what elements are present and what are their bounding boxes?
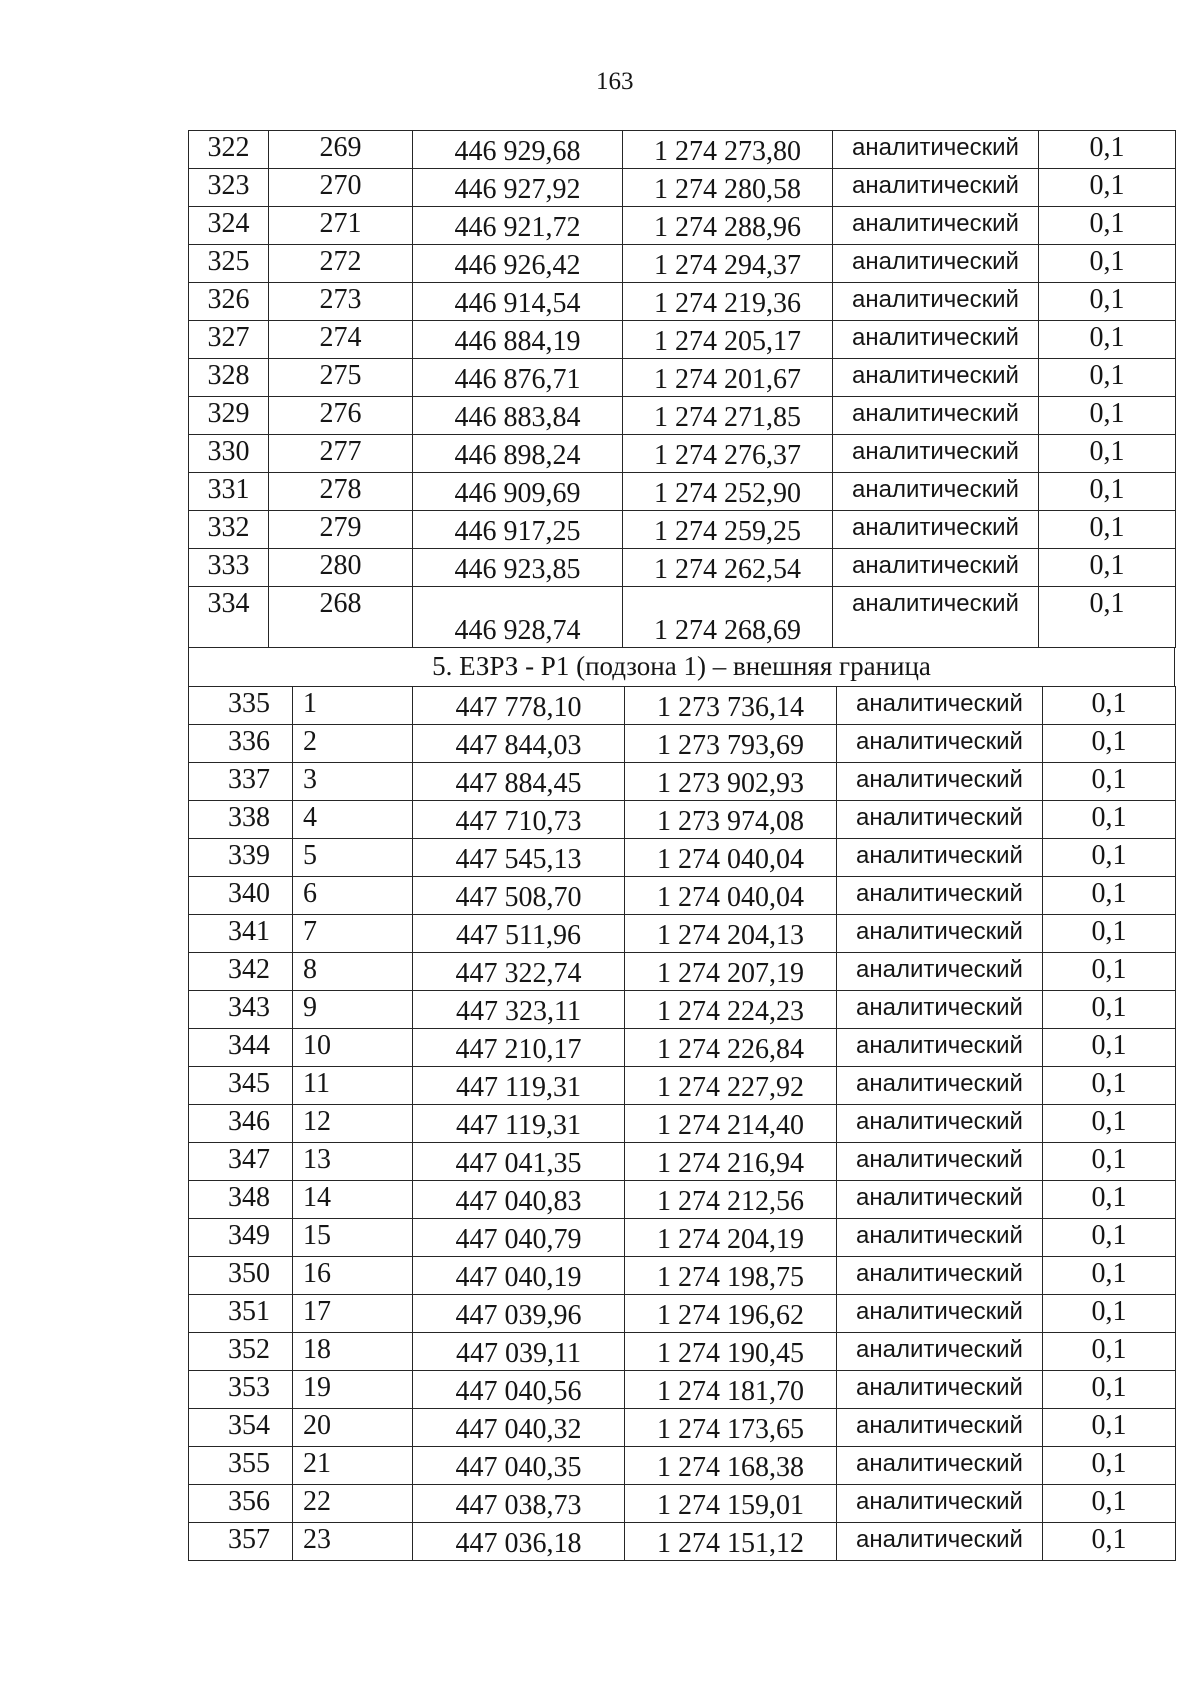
- y-coordinate-cell: 1 274 276,37: [623, 435, 833, 473]
- row-number-cell: 354: [189, 1409, 293, 1447]
- table-row: [189, 1219, 1176, 1257]
- accuracy-cell: 0,1: [1043, 1067, 1176, 1105]
- y-coordinate-cell: 1 274 262,54: [623, 549, 833, 587]
- row-number-cell: 351: [189, 1295, 293, 1333]
- y-coordinate-cell: 1 274 159,01: [625, 1485, 837, 1523]
- table-row: [189, 801, 1176, 839]
- method-cell: аналитический: [837, 1181, 1043, 1219]
- x-coordinate-cell: 447 545,13: [413, 839, 625, 877]
- accuracy-cell: 0,1: [1043, 991, 1176, 1029]
- accuracy-cell: 0,1: [1043, 1523, 1176, 1561]
- point-number-cell: 272: [269, 245, 413, 283]
- y-coordinate-cell: 1 274 205,17: [623, 321, 833, 359]
- y-coordinate-cell: 1 274 280,58: [623, 169, 833, 207]
- coordinates-sheet: [188, 130, 1175, 1561]
- table-row: [189, 1257, 1176, 1295]
- table-row: [189, 1523, 1176, 1561]
- point-number-cell: 8: [293, 953, 413, 991]
- y-coordinate-cell: 1 274 181,70: [625, 1371, 837, 1409]
- x-coordinate-cell: 447 844,03: [413, 725, 625, 763]
- point-number-cell: 7: [293, 915, 413, 953]
- accuracy-cell: 0,1: [1043, 953, 1176, 991]
- y-coordinate-cell: 1 274 288,96: [623, 207, 833, 245]
- point-number-cell: 22: [293, 1485, 413, 1523]
- point-number-cell: 268: [269, 587, 413, 648]
- point-number-cell: 2: [293, 725, 413, 763]
- row-number-cell: 326: [189, 283, 269, 321]
- y-coordinate-cell: 1 274 219,36: [623, 283, 833, 321]
- y-coordinate-cell: 1 274 198,75: [625, 1257, 837, 1295]
- point-number-cell: 23: [293, 1523, 413, 1561]
- accuracy-cell: 0,1: [1043, 1143, 1176, 1181]
- y-coordinate-cell: 1 274 252,90: [623, 473, 833, 511]
- x-coordinate-cell: 447 119,31: [413, 1067, 625, 1105]
- table-body-bottom: [189, 687, 1176, 1561]
- row-number-cell: 332: [189, 511, 269, 549]
- x-coordinate-cell: 447 710,73: [413, 801, 625, 839]
- accuracy-cell: 0,1: [1043, 1409, 1176, 1447]
- x-coordinate-cell: 447 040,56: [413, 1371, 625, 1409]
- point-number-cell: 280: [269, 549, 413, 587]
- method-cell: аналитический: [833, 511, 1039, 549]
- table-row: [189, 1333, 1176, 1371]
- table-row: [189, 725, 1176, 763]
- table-row: [189, 991, 1176, 1029]
- row-number-cell: 343: [189, 991, 293, 1029]
- method-cell: аналитический: [837, 877, 1043, 915]
- x-coordinate-cell: 446 917,25: [413, 511, 623, 549]
- point-number-cell: 13: [293, 1143, 413, 1181]
- method-cell: аналитический: [837, 915, 1043, 953]
- table-row: [189, 549, 1176, 587]
- x-coordinate-cell: 447 039,11: [413, 1333, 625, 1371]
- y-coordinate-cell: 1 274 040,04: [625, 877, 837, 915]
- accuracy-cell: 0,1: [1039, 321, 1176, 359]
- method-cell: аналитический: [837, 1371, 1043, 1409]
- method-cell: аналитический: [833, 549, 1039, 587]
- method-cell: аналитический: [837, 1143, 1043, 1181]
- table-row: [189, 763, 1176, 801]
- method-cell: аналитический: [833, 321, 1039, 359]
- table-row: [189, 207, 1176, 245]
- x-coordinate-cell: 447 322,74: [413, 953, 625, 991]
- accuracy-cell: 0,1: [1039, 283, 1176, 321]
- row-number-cell: 325: [189, 245, 269, 283]
- x-coordinate-cell: 447 778,10: [413, 687, 625, 725]
- x-coordinate-cell: 447 036,18: [413, 1523, 625, 1561]
- x-coordinate-cell: 447 039,96: [413, 1295, 625, 1333]
- table-row: [189, 397, 1176, 435]
- row-number-cell: 333: [189, 549, 269, 587]
- y-coordinate-cell: 1 274 201,67: [623, 359, 833, 397]
- point-number-cell: 274: [269, 321, 413, 359]
- row-number-cell: 335: [189, 687, 293, 725]
- row-number-cell: 322: [189, 131, 269, 169]
- method-cell: аналитический: [837, 1295, 1043, 1333]
- point-number-cell: 6: [293, 877, 413, 915]
- accuracy-cell: 0,1: [1043, 1219, 1176, 1257]
- table-row: [189, 587, 1176, 648]
- section-title: 5. ЕЗРЗ - Р1 (подзона 1) – внешняя граница: [188, 648, 1175, 686]
- table-row: [189, 435, 1176, 473]
- table-row: [189, 283, 1176, 321]
- accuracy-cell: 0,1: [1043, 687, 1176, 725]
- method-cell: аналитический: [837, 1409, 1043, 1447]
- accuracy-cell: 0,1: [1043, 1371, 1176, 1409]
- row-number-cell: 344: [189, 1029, 293, 1067]
- point-number-cell: 15: [293, 1219, 413, 1257]
- y-coordinate-cell: 1 274 204,13: [625, 915, 837, 953]
- y-coordinate-cell: 1 274 273,80: [623, 131, 833, 169]
- point-number-cell: 4: [293, 801, 413, 839]
- x-coordinate-cell: 446 909,69: [413, 473, 623, 511]
- point-number-cell: 3: [293, 763, 413, 801]
- point-number-cell: 16: [293, 1257, 413, 1295]
- table-row: [189, 1447, 1176, 1485]
- accuracy-cell: 0,1: [1043, 1485, 1176, 1523]
- row-number-cell: 348: [189, 1181, 293, 1219]
- accuracy-cell: 0,1: [1043, 839, 1176, 877]
- method-cell: аналитический: [833, 169, 1039, 207]
- y-coordinate-cell: 1 274 226,84: [625, 1029, 837, 1067]
- row-number-cell: 357: [189, 1523, 293, 1561]
- method-cell: аналитический: [833, 587, 1039, 648]
- row-number-cell: 339: [189, 839, 293, 877]
- point-number-cell: 277: [269, 435, 413, 473]
- y-coordinate-cell: 1 274 196,62: [625, 1295, 837, 1333]
- method-cell: аналитический: [837, 1067, 1043, 1105]
- method-cell: аналитический: [837, 953, 1043, 991]
- method-cell: аналитический: [837, 1523, 1043, 1561]
- point-number-cell: 20: [293, 1409, 413, 1447]
- x-coordinate-cell: 446 929,68: [413, 131, 623, 169]
- accuracy-cell: 0,1: [1043, 1257, 1176, 1295]
- table-row: [189, 321, 1176, 359]
- table-row: [189, 1371, 1176, 1409]
- table-row: [189, 511, 1176, 549]
- accuracy-cell: 0,1: [1039, 549, 1176, 587]
- y-coordinate-cell: 1 274 271,85: [623, 397, 833, 435]
- point-number-cell: 9: [293, 991, 413, 1029]
- table-row: [189, 687, 1176, 725]
- y-coordinate-cell: 1 274 214,40: [625, 1105, 837, 1143]
- x-coordinate-cell: 447 508,70: [413, 877, 625, 915]
- table-row: [189, 131, 1176, 169]
- row-number-cell: 324: [189, 207, 269, 245]
- x-coordinate-cell: 446 883,84: [413, 397, 623, 435]
- table-body-top: [189, 131, 1176, 648]
- x-coordinate-cell: 447 040,32: [413, 1409, 625, 1447]
- accuracy-cell: 0,1: [1043, 1447, 1176, 1485]
- y-coordinate-cell: 1 274 259,25: [623, 511, 833, 549]
- point-number-cell: 1: [293, 687, 413, 725]
- accuracy-cell: 0,1: [1039, 587, 1176, 648]
- row-number-cell: 330: [189, 435, 269, 473]
- y-coordinate-cell: 1 274 227,92: [625, 1067, 837, 1105]
- x-coordinate-cell: 446 927,92: [413, 169, 623, 207]
- x-coordinate-cell: 447 040,79: [413, 1219, 625, 1257]
- y-coordinate-cell: 1 273 902,93: [625, 763, 837, 801]
- y-coordinate-cell: 1 274 040,04: [625, 839, 837, 877]
- table-row: [189, 1029, 1176, 1067]
- accuracy-cell: 0,1: [1039, 169, 1176, 207]
- table-row: [189, 1143, 1176, 1181]
- method-cell: аналитический: [837, 1333, 1043, 1371]
- accuracy-cell: 0,1: [1039, 359, 1176, 397]
- x-coordinate-cell: 447 040,19: [413, 1257, 625, 1295]
- method-cell: аналитический: [833, 245, 1039, 283]
- accuracy-cell: 0,1: [1039, 435, 1176, 473]
- point-number-cell: 275: [269, 359, 413, 397]
- method-cell: аналитический: [837, 991, 1043, 1029]
- x-coordinate-cell: 446 914,54: [413, 283, 623, 321]
- table-row: [189, 245, 1176, 283]
- table-row: [189, 1067, 1176, 1105]
- table-row: [189, 1105, 1176, 1143]
- accuracy-cell: 0,1: [1043, 877, 1176, 915]
- x-coordinate-cell: 446 898,24: [413, 435, 623, 473]
- accuracy-cell: 0,1: [1043, 801, 1176, 839]
- row-number-cell: 345: [189, 1067, 293, 1105]
- row-number-cell: 340: [189, 877, 293, 915]
- x-coordinate-cell: 446 876,71: [413, 359, 623, 397]
- y-coordinate-cell: 1 273 974,08: [625, 801, 837, 839]
- table-row: [189, 877, 1176, 915]
- point-number-cell: 19: [293, 1371, 413, 1409]
- x-coordinate-cell: 447 119,31: [413, 1105, 625, 1143]
- table-row: [189, 473, 1176, 511]
- y-coordinate-cell: 1 274 190,45: [625, 1333, 837, 1371]
- row-number-cell: 349: [189, 1219, 293, 1257]
- accuracy-cell: 0,1: [1043, 725, 1176, 763]
- x-coordinate-cell: 447 040,83: [413, 1181, 625, 1219]
- accuracy-cell: 0,1: [1039, 207, 1176, 245]
- x-coordinate-cell: 446 923,85: [413, 549, 623, 587]
- point-number-cell: 279: [269, 511, 413, 549]
- row-number-cell: 341: [189, 915, 293, 953]
- accuracy-cell: 0,1: [1043, 1333, 1176, 1371]
- table-row: [189, 1485, 1176, 1523]
- row-number-cell: 355: [189, 1447, 293, 1485]
- row-number-cell: 337: [189, 763, 293, 801]
- y-coordinate-cell: 1 274 216,94: [625, 1143, 837, 1181]
- method-cell: аналитический: [837, 801, 1043, 839]
- row-number-cell: 327: [189, 321, 269, 359]
- table-row: [189, 359, 1176, 397]
- coordinates-table-top: [188, 130, 1176, 648]
- x-coordinate-cell: 447 511,96: [413, 915, 625, 953]
- accuracy-cell: 0,1: [1039, 131, 1176, 169]
- point-number-cell: 17: [293, 1295, 413, 1333]
- y-coordinate-cell: 1 274 224,23: [625, 991, 837, 1029]
- row-number-cell: 356: [189, 1485, 293, 1523]
- x-coordinate-cell: 447 038,73: [413, 1485, 625, 1523]
- point-number-cell: 12: [293, 1105, 413, 1143]
- row-number-cell: 336: [189, 725, 293, 763]
- row-number-cell: 331: [189, 473, 269, 511]
- point-number-cell: 21: [293, 1447, 413, 1485]
- row-number-cell: 329: [189, 397, 269, 435]
- accuracy-cell: 0,1: [1043, 1105, 1176, 1143]
- y-coordinate-cell: 1 274 294,37: [623, 245, 833, 283]
- x-coordinate-cell: 447 041,35: [413, 1143, 625, 1181]
- method-cell: аналитический: [833, 359, 1039, 397]
- row-number-cell: 334: [189, 587, 269, 648]
- y-coordinate-cell: 1 274 173,65: [625, 1409, 837, 1447]
- row-number-cell: 328: [189, 359, 269, 397]
- method-cell: аналитический: [837, 839, 1043, 877]
- method-cell: аналитический: [837, 725, 1043, 763]
- accuracy-cell: 0,1: [1043, 1295, 1176, 1333]
- y-coordinate-cell: 1 273 793,69: [625, 725, 837, 763]
- method-cell: аналитический: [837, 1447, 1043, 1485]
- row-number-cell: 323: [189, 169, 269, 207]
- coordinates-table-bottom: [188, 686, 1176, 1561]
- method-cell: аналитический: [837, 1029, 1043, 1067]
- table-row: [189, 1181, 1176, 1219]
- table-row: [189, 1409, 1176, 1447]
- point-number-cell: 5: [293, 839, 413, 877]
- point-number-cell: 11: [293, 1067, 413, 1105]
- point-number-cell: 18: [293, 1333, 413, 1371]
- accuracy-cell: 0,1: [1039, 397, 1176, 435]
- x-coordinate-cell: 447 884,45: [413, 763, 625, 801]
- page-number: 163: [596, 68, 634, 95]
- method-cell: аналитический: [837, 1105, 1043, 1143]
- accuracy-cell: 0,1: [1043, 1181, 1176, 1219]
- accuracy-cell: 0,1: [1043, 763, 1176, 801]
- x-coordinate-cell: 446 884,19: [413, 321, 623, 359]
- y-coordinate-cell: 1 274 151,12: [625, 1523, 837, 1561]
- y-coordinate-cell: 1 274 268,69: [623, 587, 833, 648]
- method-cell: аналитический: [837, 1219, 1043, 1257]
- point-number-cell: 269: [269, 131, 413, 169]
- point-number-cell: 273: [269, 283, 413, 321]
- x-coordinate-cell: 446 921,72: [413, 207, 623, 245]
- point-number-cell: 14: [293, 1181, 413, 1219]
- accuracy-cell: 0,1: [1039, 511, 1176, 549]
- row-number-cell: 353: [189, 1371, 293, 1409]
- accuracy-cell: 0,1: [1043, 1029, 1176, 1067]
- point-number-cell: 270: [269, 169, 413, 207]
- row-number-cell: 350: [189, 1257, 293, 1295]
- point-number-cell: 276: [269, 397, 413, 435]
- row-number-cell: 347: [189, 1143, 293, 1181]
- table-row: [189, 953, 1176, 991]
- point-number-cell: 10: [293, 1029, 413, 1067]
- table-row: [189, 169, 1176, 207]
- table-row: [189, 915, 1176, 953]
- accuracy-cell: 0,1: [1039, 473, 1176, 511]
- x-coordinate-cell: 447 323,11: [413, 991, 625, 1029]
- table-row: [189, 1295, 1176, 1333]
- method-cell: аналитический: [837, 687, 1043, 725]
- y-coordinate-cell: 1 274 204,19: [625, 1219, 837, 1257]
- method-cell: аналитический: [837, 763, 1043, 801]
- method-cell: аналитический: [833, 207, 1039, 245]
- method-cell: аналитический: [833, 283, 1039, 321]
- method-cell: аналитический: [837, 1257, 1043, 1295]
- y-coordinate-cell: 1 274 168,38: [625, 1447, 837, 1485]
- y-coordinate-cell: 1 273 736,14: [625, 687, 837, 725]
- method-cell: аналитический: [833, 397, 1039, 435]
- method-cell: аналитический: [833, 131, 1039, 169]
- row-number-cell: 346: [189, 1105, 293, 1143]
- x-coordinate-cell: 446 926,42: [413, 245, 623, 283]
- point-number-cell: 271: [269, 207, 413, 245]
- row-number-cell: 352: [189, 1333, 293, 1371]
- y-coordinate-cell: 1 274 212,56: [625, 1181, 837, 1219]
- accuracy-cell: 0,1: [1039, 245, 1176, 283]
- x-coordinate-cell: 447 040,35: [413, 1447, 625, 1485]
- point-number-cell: 278: [269, 473, 413, 511]
- method-cell: аналитический: [833, 435, 1039, 473]
- method-cell: аналитический: [837, 1485, 1043, 1523]
- x-coordinate-cell: 446 928,74: [413, 587, 623, 648]
- table-row: [189, 839, 1176, 877]
- row-number-cell: 342: [189, 953, 293, 991]
- accuracy-cell: 0,1: [1043, 915, 1176, 953]
- x-coordinate-cell: 447 210,17: [413, 1029, 625, 1067]
- row-number-cell: 338: [189, 801, 293, 839]
- method-cell: аналитический: [833, 473, 1039, 511]
- y-coordinate-cell: 1 274 207,19: [625, 953, 837, 991]
